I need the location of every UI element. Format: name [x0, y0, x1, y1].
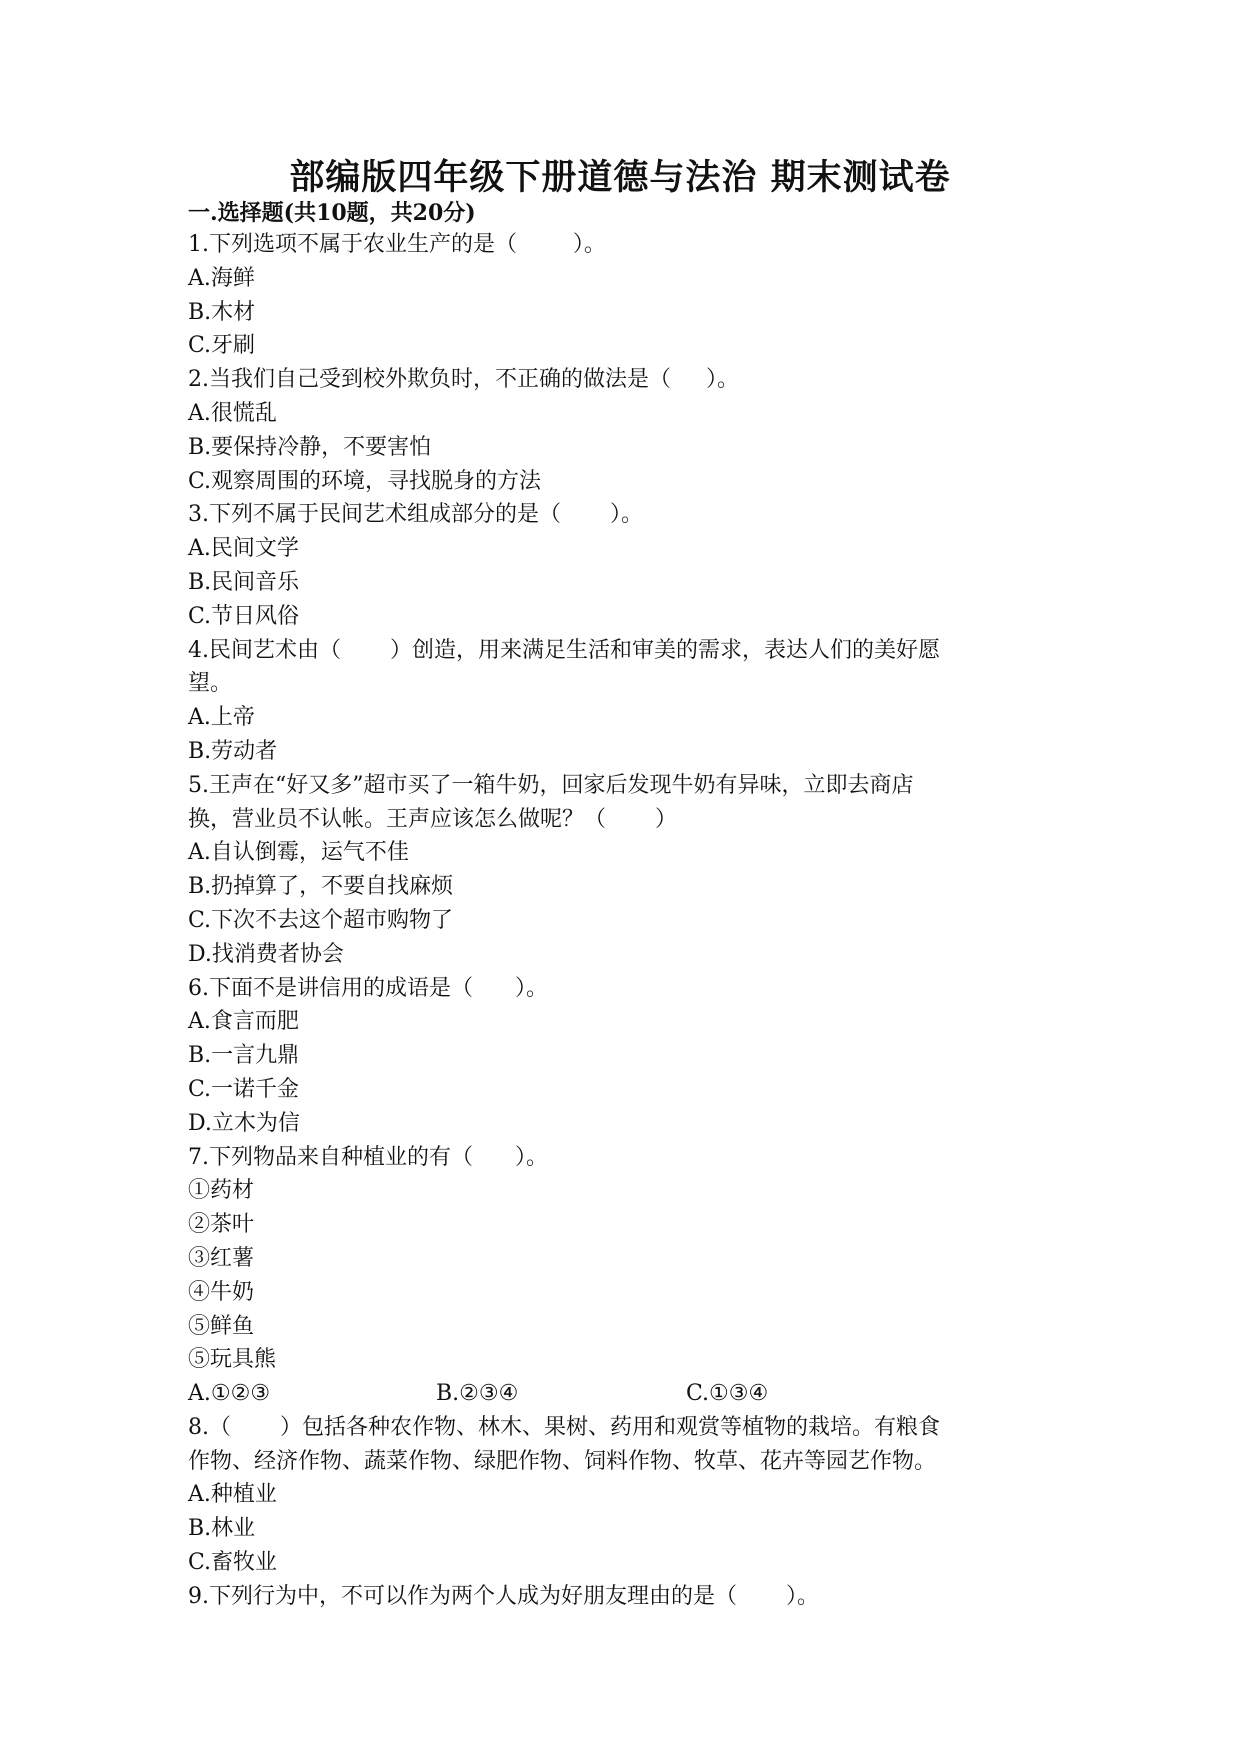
question-8	[188, 1411, 1068, 1580]
question-stem: 8.（ ）包括各种农作物、林木、果树、药用和观赏等植物的栽培。有粮食	[188, 1414, 940, 1440]
option: A.很慌乱	[188, 400, 277, 426]
question-5	[188, 769, 1068, 972]
question-stem: 1.下列选项不属于农业生产的是（ ）。	[188, 232, 606, 257]
question-stem: 3.下列不属于民间艺术组成部分的是（ ）。	[188, 502, 643, 528]
question-9	[188, 1580, 1068, 1614]
question-stem: 2.当我们自己受到校外欺负时，不正确的做法是（ ）。	[188, 367, 739, 393]
option: B.林业	[188, 1516, 256, 1542]
option: B.扔掉算了，不要自找麻烦	[188, 874, 454, 900]
question-stem: 9.下列行为中，不可以作为两个人成为好朋友理由的是（ ）。	[188, 1583, 819, 1609]
item: ⑤玩具熊	[188, 1347, 277, 1373]
question-stem-cont: 作物、经济作物、蔬菜作物、绿肥作物、饲料作物、牧草、花卉等园艺作物。	[188, 1448, 937, 1474]
option: B.木材	[188, 299, 256, 325]
question-stem: 7.下列物品来自种植业的有（ ）。	[188, 1144, 548, 1170]
question-4	[188, 634, 1068, 769]
item: ⑤鲜鱼	[188, 1313, 255, 1339]
question-stem-cont: 换，营业员不认帐。王声应该怎么做呢？（ ）	[188, 806, 677, 832]
option: A.种植业	[188, 1482, 277, 1508]
option: B.民间音乐	[188, 569, 300, 595]
option: B.一言九鼎	[188, 1043, 300, 1069]
option: D.立木为信	[188, 1110, 300, 1136]
question-stem: 5.王声在“好又多”超市买了一箱牛奶，回家后发现牛奶有异味，立即去商店	[188, 772, 914, 798]
question-6	[188, 972, 1068, 1141]
option: C.观察周围的环境，寻找脱身的方法	[188, 468, 542, 494]
option: A.上帝	[188, 705, 255, 731]
choices-row	[188, 1377, 1068, 1411]
option: A.海鲜	[188, 265, 255, 291]
item: ④牛奶	[188, 1279, 255, 1305]
section-heading: 一.选择题(共10题，共20分)	[188, 200, 476, 226]
item: ③红薯	[188, 1245, 255, 1271]
question-1	[188, 228, 1068, 363]
option: D.找消费者协会	[188, 941, 344, 967]
option: A.食言而肥	[188, 1009, 299, 1035]
exam-content	[188, 198, 1068, 1614]
page-title: 部编版四年级下册道德与法治 期末测试卷	[289, 157, 951, 198]
question-2	[188, 363, 1068, 498]
question-3	[188, 498, 1068, 633]
option: C.节日风俗	[188, 603, 300, 629]
option: C.牙刷	[188, 333, 256, 359]
question-stem-cont: 望。	[188, 671, 233, 697]
option: A.自认倒霉，运气不佳	[188, 840, 409, 866]
item: ①药材	[188, 1178, 255, 1204]
option: B.②③④	[436, 1381, 519, 1407]
option: C.①③④	[686, 1381, 769, 1407]
question-stem: 4.民间艺术由（ ）创造，用来满足生活和审美的需求，表达人们的美好愿	[188, 637, 940, 663]
item: ②茶叶	[188, 1212, 255, 1238]
option: C.畜牧业	[188, 1550, 278, 1576]
option: A.①②③	[188, 1381, 271, 1407]
option: C.下次不去这个超市购物了	[188, 907, 454, 933]
option: B.劳动者	[188, 738, 278, 764]
option: A.民间文学	[188, 536, 299, 562]
question-stem: 6.下面不是讲信用的成语是（ ）。	[188, 975, 548, 1001]
option: C.一诺千金	[188, 1076, 300, 1102]
question-7	[188, 1141, 1068, 1411]
option: B.要保持冷静，不要害怕	[188, 434, 432, 460]
